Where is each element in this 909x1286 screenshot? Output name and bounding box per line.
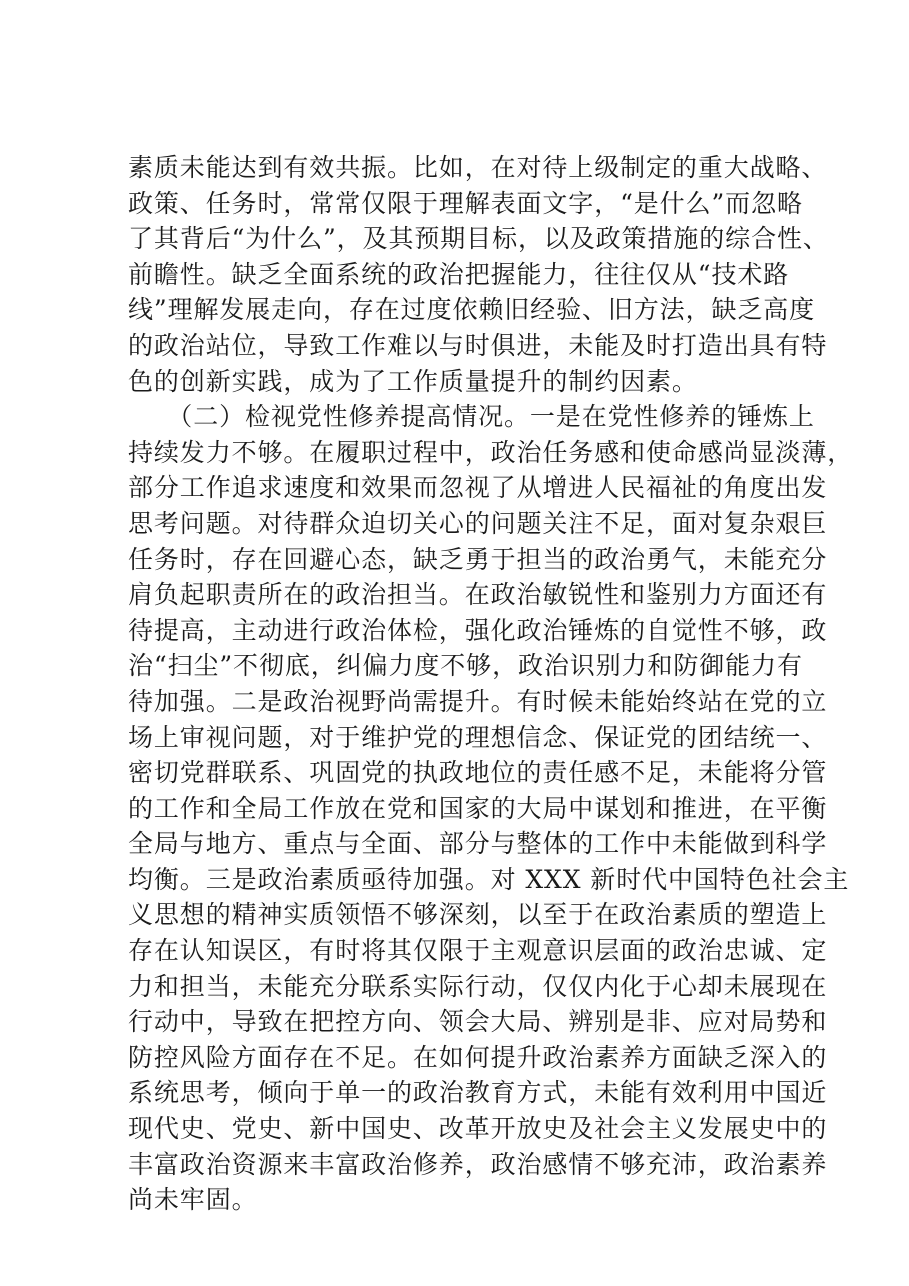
text-line: 待提高，主动进行政治体检，强化政治锤炼的自觉性不够，政 (128, 615, 828, 645)
text-line: 线”理解发展走向，存在过度依赖旧经验、旧方法，缺乏高度 (128, 295, 816, 325)
text-line: 现代史、党史、新中国史、改革开放史及社会主义发展史中的 (128, 1114, 828, 1144)
text-line: 的工作和全局工作放在党和国家的大局中谋划和推进，在平衡 (128, 793, 828, 823)
text-line: 治“扫尘”不彻底，纠偏力度不够，政治识别力和防御能力有 (128, 651, 803, 681)
text-line: 密切党群联系、巩固党的执政地位的责任感不足，未能将分管 (128, 758, 828, 788)
text-line: 均衡。三是政治素质亟待加强。对 XXX 新时代中国特色社会主 (128, 864, 850, 894)
text-line: 了其背后“为什么”，及其预期目标，以及政策措施的综合性、 (128, 224, 829, 254)
text-line: 素质未能达到有效共振。比如，在对待上级制定的重大战略、 (128, 153, 828, 182)
text-line: 色的创新实践，成为了工作质量提升的制约因素。 (128, 366, 698, 396)
text-line: 的政治站位，导致工作难以与时俱进，未能及时打造出具有特 (128, 330, 828, 360)
text-line: 持续发力不够。在履职过程中，政治任务感和使命感尚显淡薄， (128, 437, 854, 467)
text-line: 力和担当，未能充分联系实际行动，仅仅内化于心却未展现在 (128, 971, 828, 1001)
text-line: 行动中，导致在把控方向、领会大局、辨别是非、应对局势和 (128, 1007, 828, 1037)
section-heading-line: （二）检视党性修养提高情况。一是在党性修养的锤炼上 (128, 402, 815, 432)
text-line: 思考问题。对待群众迫切关心的问题关注不足，面对复杂艰巨 (128, 508, 828, 538)
text-line: 任务时，存在回避心态，缺乏勇于担当的政治勇气，未能充分 (128, 544, 828, 574)
text-line: 义思想的精神实质领悟不够深刻，以至于在政治素质的塑造上 (128, 900, 828, 930)
text-line: 前瞻性。缺乏全面系统的政治把握能力，往往仅从“技术路 (128, 259, 790, 289)
text-line: 部分工作追求速度和效果而忽视了从增进人民福祉的角度出发 (128, 473, 828, 503)
text-line: 场上审视问题，对于维护党的理想信念、保证党的团结统一、 (128, 722, 828, 752)
text-line: 丰富政治资源来丰富政治修养，政治感情不够充沛，政治素养 (128, 1149, 828, 1179)
text-line: 待加强。二是政治视野尚需提升。有时候未能始终站在党的立 (128, 686, 828, 716)
text-line: 政策、任务时，常常仅限于理解表面文字，“是什么”而忽略 (128, 188, 803, 218)
text-line: 存在认知误区，有时将其仅限于主观意识层面的政治忠诚、定 (128, 936, 828, 966)
text-line: 系统思考，倾向于单一的政治教育方式，未能有效利用中国近 (128, 1078, 828, 1108)
body-text (128, 150, 854, 1218)
text-line: 全局与地方、重点与全面、部分与整体的工作中未能做到科学 (128, 829, 828, 859)
text-line: 尚未牢固。 (128, 1185, 258, 1215)
text-line: 防控风险方面存在不足。在如何提升政治素养方面缺乏深入的 (128, 1042, 828, 1072)
text-line: 肩负起职责所在的政治担当。在政治敏锐性和鉴别力方面还有 (128, 580, 828, 610)
